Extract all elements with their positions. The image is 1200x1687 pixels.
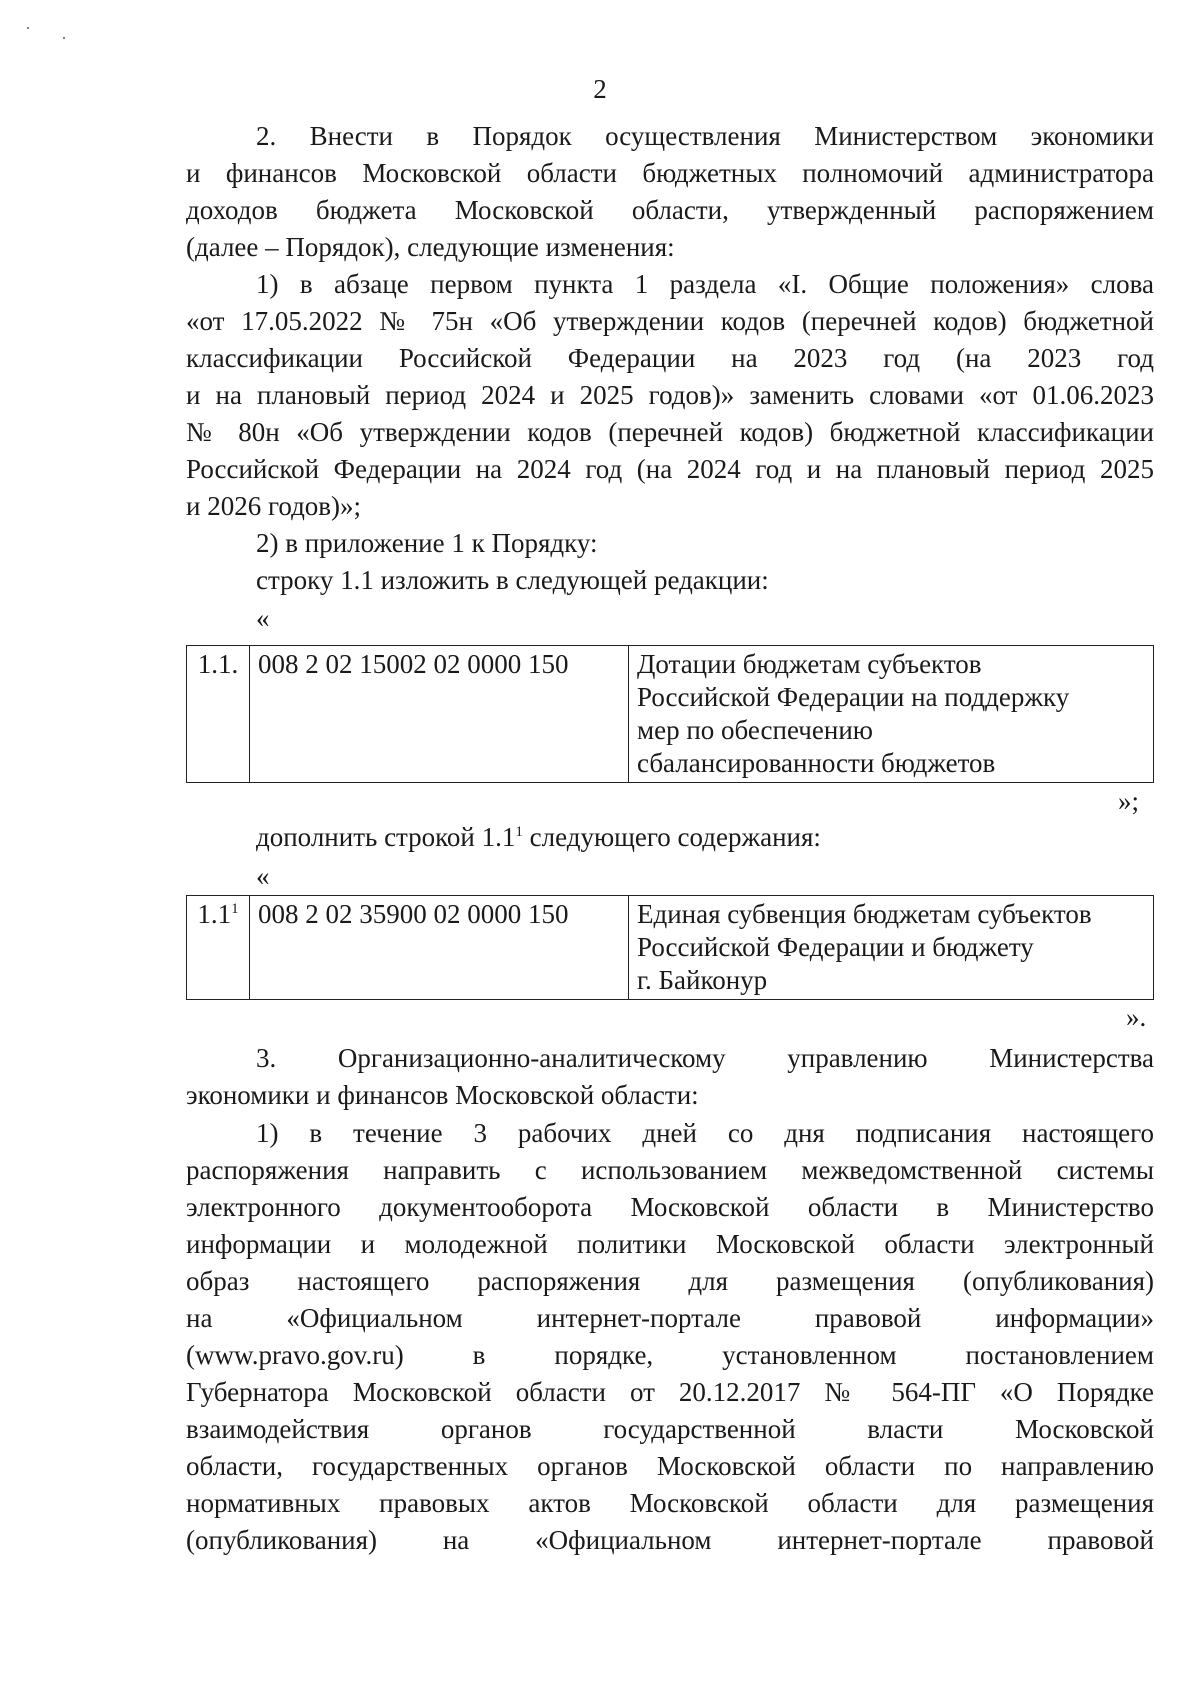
close-quote-1: »; [1118, 786, 1140, 816]
paragraph-line: и на плановый период 2024 и 2025 годов)» заменить словами «от 01.06.2023 [186, 380, 1154, 410]
paragraph-line: Губернатора Московской области от 20.12.2017 № 564-ПГ «О Порядке [186, 1377, 1154, 1407]
paragraph-line: электронного документооборота Московской области в Министерство [186, 1192, 1154, 1222]
paragraph-3 [186, 1040, 1154, 1114]
table-row [187, 896, 1154, 1000]
paragraph-line: (www.pravo.gov.ru) в порядке, установленном постановлением [186, 1340, 1154, 1370]
paragraph-line: 3. Организационно-аналитическому управлению Министерства [256, 1043, 1154, 1073]
item-3-1 [186, 1115, 1154, 1559]
paragraph-line: классификации Российской Федерации на 2023 год (на 2023 год [186, 343, 1154, 373]
budget-code: 008 2 02 35900 02 0000 150 [250, 896, 629, 1000]
paragraph-line: взаимодействия органов государственной власти Московской [186, 1414, 1154, 1444]
paragraph-line: «от 17.05.2022 № 75н «Об утверждении кодов (перечней кодов) бюджетной [186, 306, 1154, 336]
scan-speck [27, 27, 29, 29]
paragraph-line: 1) в абзаце первом пункта 1 раздела «I. Общие положения» слова [256, 269, 1154, 299]
income-name-line: Единая субвенция бюджетам субъектов [637, 899, 1092, 929]
scan-speck [63, 37, 65, 39]
paragraph-line: экономики и финансов Московской области: [186, 1080, 699, 1110]
table-row [187, 646, 1154, 783]
paragraph-line: (опубликования) на «Официальном интернет-портале правовой [186, 1525, 1154, 1555]
income-name-line: Дотации бюджетам субъектов [637, 649, 982, 679]
superscript: 1 [515, 824, 523, 840]
close-quote-2: ». [1126, 1002, 1147, 1032]
paragraph-line: образ настоящего распоряжения для размещения (опубликования) [186, 1266, 1154, 1296]
budget-code: 008 2 02 15002 02 0000 150 [250, 646, 629, 783]
paragraph-line: (далее – Порядок), следующие изменения: [186, 232, 675, 262]
income-name-line: мер по обеспечению [637, 715, 873, 745]
income-name-line: Российской Федерации на поддержку [637, 682, 1070, 712]
income-name-line: Российской Федерации и бюджету [637, 932, 1034, 962]
item-1 [186, 266, 1154, 525]
code-table-row-1-1-1 [186, 895, 1154, 1000]
intro-text: дополнить строкой 1.1 [256, 822, 516, 852]
income-name-line: г. Байконур [637, 965, 768, 995]
paragraph-line: Российской Федерации на 2024 год (на 2024 год и на плановый период 2025 [186, 454, 1154, 484]
paragraph-line: 1) в течение 3 рабочих дней со дня подписания настоящего [256, 1118, 1154, 1148]
paragraph-line: и 2026 годов)»; [186, 491, 362, 521]
paragraph-2 [186, 118, 1154, 266]
paragraph-line: и финансов Московской области бюджетных полномочий администратора [186, 158, 1154, 188]
row-1-1-1-intro [256, 819, 821, 856]
paragraph-line: № 80н «Об утверждении кодов (перечней кодов) бюджетной классификации [186, 417, 1154, 447]
paragraph-line: доходов бюджета Московской области, утвержденный распоряжением [186, 195, 1154, 225]
paragraph-line: информации и молодежной политики Московской области электронный [186, 1229, 1154, 1259]
paragraph-line: на «Официальном интернет-портале правовой информации» [186, 1303, 1154, 1333]
row-number: 1.1. [187, 646, 250, 783]
paragraph-line: нормативных правовых актов Московской области для размещения [186, 1488, 1154, 1518]
row-1-1-intro: строку 1.1 изложить в следующей редакции: [256, 565, 769, 595]
code-table-row-1-1 [186, 645, 1154, 783]
income-name [629, 896, 1154, 1000]
income-name [629, 646, 1154, 783]
open-quote: « [256, 861, 270, 891]
intro-text-end: следующего содержания: [522, 822, 821, 852]
paragraph-line: области, государственных органов Московской области по направлению [186, 1451, 1154, 1481]
income-name-line: сбалансированности бюджетов [637, 748, 996, 778]
page-number: 2 [593, 74, 607, 104]
superscript: 1 [231, 901, 239, 917]
paragraph-line: 2. Внести в Порядок осуществления Министерством экономики [256, 121, 1154, 151]
paragraph-line: распоряжения направить с использованием межведомственной системы [186, 1155, 1154, 1185]
item-2: 2) в приложение 1 к Порядку: [256, 528, 598, 558]
row-number [187, 896, 250, 1000]
open-quote: « [256, 603, 270, 633]
row-number-text: 1.1 [197, 899, 232, 929]
